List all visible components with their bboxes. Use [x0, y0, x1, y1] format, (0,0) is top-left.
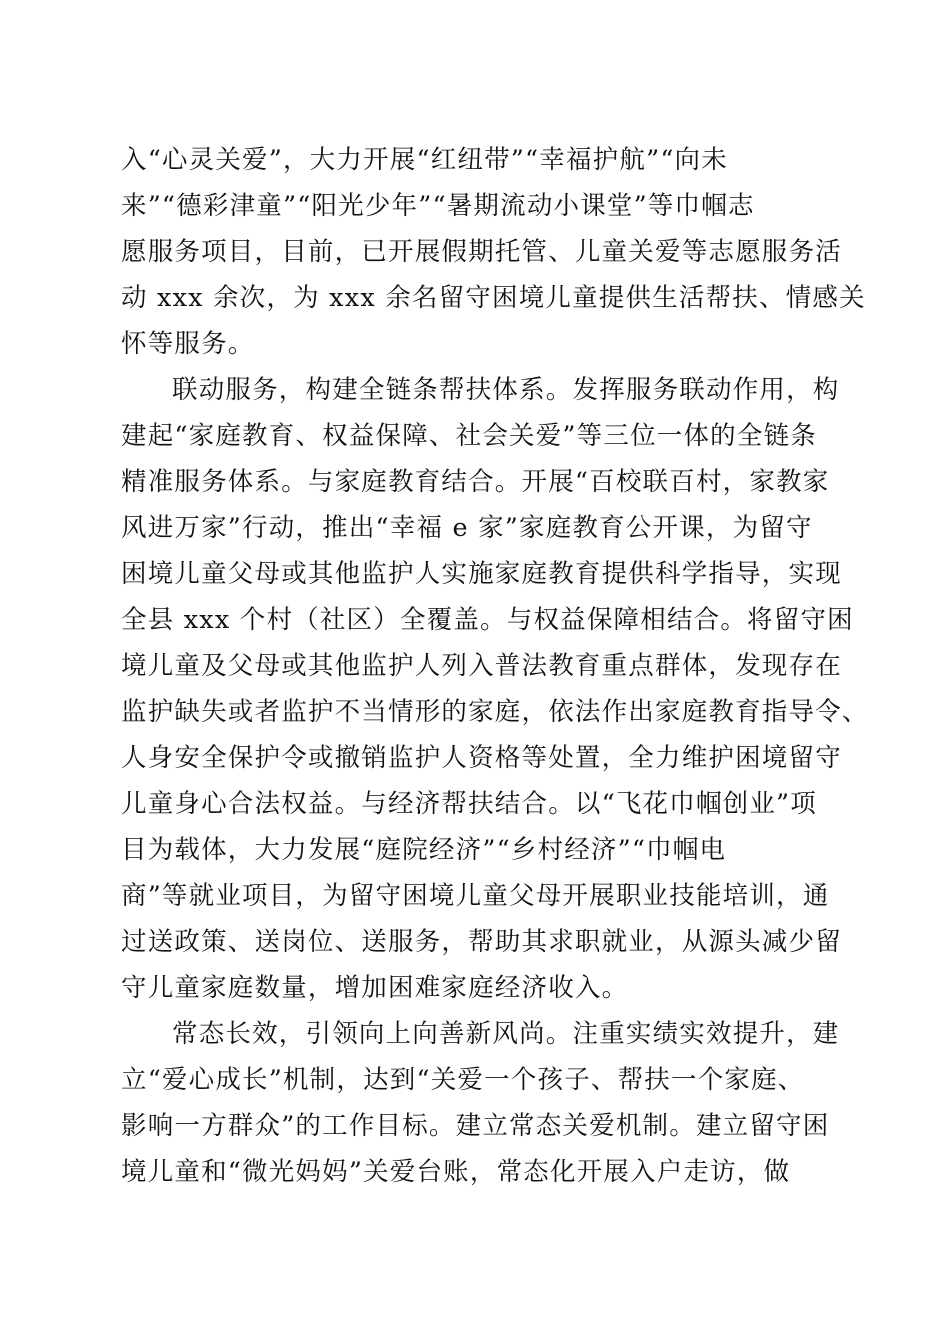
paragraph-first-line: 联动服务，构建全链条帮扶体系。发挥服务联动作用，构 [172, 375, 840, 405]
paragraph-first-line: 常态长效，引领向上向善新风尚。注重实绩实效提升，建 [172, 1019, 840, 1049]
text-line: 精准服务体系。与家庭教育结合。开展“百校联百村，家教家 [121, 467, 830, 497]
text-line: 来”“德彩津童”“阳光少年”“暑期流动小课堂”等巾帼志 [121, 191, 755, 221]
text-line: 建起“家庭教育、权益保障、社会关爱”等三位一体的全链条 [121, 421, 817, 451]
text-line: 影响一方群众”的工作目标。建立常态关爱机制。建立留守困 [121, 1111, 830, 1141]
text-line: 风进万家”行动，推出“幸福 e 家”家庭教育公开课，为留守 [121, 513, 813, 543]
text-line: 境儿童和“微光妈妈”关爱台账，常态化开展入户走访，做 [121, 1157, 791, 1187]
text-line: 过送政策、送岗位、送服务，帮助其求职就业，从源头减少留 [121, 927, 842, 957]
text-line: 境儿童及父母或其他监护人列入普法教育重点群体，发现存在 [121, 651, 842, 681]
text-line: 全县 xxx 个村（社区）全覆盖。与权益保障相结合。将留守困 [121, 605, 854, 635]
text-line: 监护缺失或者监护不当情形的家庭，依法作出家庭教育指导令、 [121, 697, 869, 727]
text-line: 入“心灵关爱”，大力开展“红纽带”“幸福护航”“向未 [121, 145, 728, 175]
text-line: 商”等就业项目，为留守困境儿童父母开展职业技能培训，通 [121, 881, 830, 911]
text-line: 目为载体，大力发展“庭院经济”“乡村经济”“巾帼电 [121, 835, 727, 865]
text-line: 动 xxx 余次，为 xxx 余名留守困境儿童提供生活帮扶、情感关 [121, 283, 866, 313]
text-line: 守儿童家庭数量，增加困难家庭经济收入。 [121, 973, 629, 1003]
text-line: 愿服务项目，目前，已开展假期托管、儿童关爱等志愿服务活 [121, 237, 842, 267]
text-line: 怀等服务。 [121, 329, 255, 359]
text-line: 人身安全保护令或撤销监护人资格等处置，全力维护困境留守 [121, 743, 842, 773]
text-line: 儿童身心合法权益。与经济帮扶结合。以“飞花巾帼创业”项 [121, 789, 817, 819]
text-line: 立“爱心成长”机制，达到“关爱一个孩子、帮扶一个家庭、 [121, 1065, 805, 1095]
text-line: 困境儿童父母或其他监护人实施家庭教育提供科学指导，实现 [121, 559, 842, 589]
